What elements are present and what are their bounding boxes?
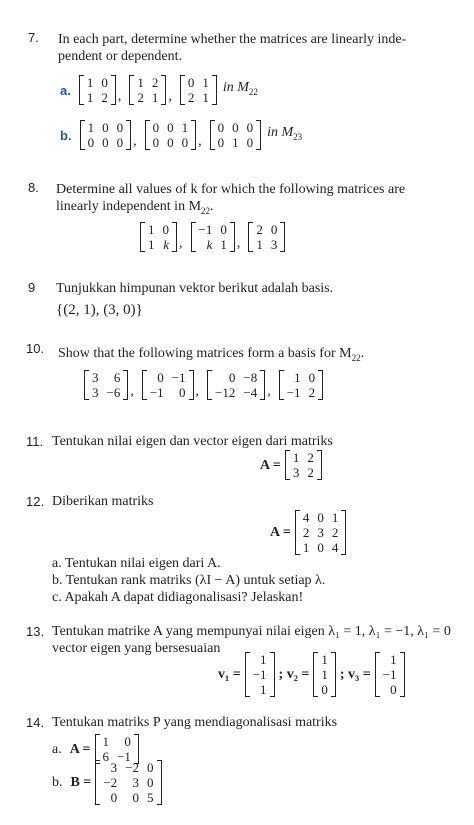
matrix-entry: 1 xyxy=(137,75,144,90)
matrix-entries xyxy=(212,370,260,400)
matrix-entry: 3 xyxy=(110,760,118,775)
right-bracket xyxy=(161,75,166,105)
matrix-entry: −1 xyxy=(252,667,267,682)
right-bracket xyxy=(341,510,346,555)
q12-lhs: A = xyxy=(270,525,291,540)
matrix-entry: 3 xyxy=(292,465,300,480)
q7-line2: pendent or dependent. xyxy=(58,49,183,64)
matrix-entry: 1 xyxy=(292,450,300,465)
matrix-entries xyxy=(196,222,230,252)
v1-entries xyxy=(245,652,275,697)
matrix-entry: 2 xyxy=(101,90,108,105)
matrix-entry: 0 xyxy=(102,135,109,150)
q14b-lhs: B = xyxy=(70,775,92,790)
right-bracket xyxy=(111,75,116,105)
matrix-entry: 2 xyxy=(302,525,310,540)
q14a-lhs: A = xyxy=(69,741,91,757)
matrix-entry: 0 xyxy=(217,135,225,150)
right-bracket xyxy=(318,370,323,400)
q13-v3-vector xyxy=(375,652,405,697)
q12-matrix-A xyxy=(295,510,347,555)
matrix-entry: 1 xyxy=(321,667,328,682)
q7b-matrix-2 xyxy=(145,120,197,150)
q7-number: 7. xyxy=(28,30,39,45)
matrix-entries xyxy=(300,510,342,555)
matrix-entry: 1 xyxy=(148,237,155,252)
q7b-row xyxy=(60,120,302,150)
matrix-entry: 1 xyxy=(87,120,95,135)
right-bracket xyxy=(317,450,322,480)
matrix-entries xyxy=(84,75,111,105)
matrix-entry: 1 xyxy=(181,120,189,135)
matrix-entry: −1 xyxy=(117,749,131,764)
matrix-entry: −6 xyxy=(106,385,121,400)
right-bracket xyxy=(191,120,196,150)
matrix-entry: 2 xyxy=(187,90,195,105)
q14b-row xyxy=(52,760,162,805)
q12-item-c: c. Apakah A dapat didiagonalisasi? Jelaskan! xyxy=(52,590,304,605)
q13-v2-label: ; v₂ = xyxy=(278,667,310,682)
q13-v1-label: v₁ = xyxy=(218,667,241,682)
matrix-entry: 0 xyxy=(110,790,118,805)
matrix-entry: 1 xyxy=(151,90,159,105)
right-bracket xyxy=(123,370,128,400)
comma: , xyxy=(133,134,137,149)
q7a-matrix-3 xyxy=(180,75,217,105)
comma: , xyxy=(198,134,202,149)
matrix-entry: 1 xyxy=(260,682,267,697)
matrix-entries xyxy=(147,370,189,400)
matrix-entry: 0 xyxy=(87,135,95,150)
q11-lhs: A = xyxy=(260,457,281,473)
q12-matrix-eq xyxy=(270,510,346,555)
right-bracket xyxy=(230,222,235,252)
comma: , xyxy=(168,89,172,104)
matrix-entries xyxy=(100,760,156,805)
q13-v1-vector xyxy=(245,652,275,697)
matrix-entry: 0 xyxy=(162,222,169,237)
matrix-entry: 1 xyxy=(294,370,301,385)
matrix-entries xyxy=(185,75,212,105)
matrix-entry: 1 xyxy=(86,75,94,90)
q7a-label: a. xyxy=(60,82,71,98)
q14-statement: Tentukan matriks P yang mendiagonalisasi matriks xyxy=(52,715,338,730)
q10-matrices xyxy=(84,370,323,400)
q11-statement: Tentukan nilai eigen dan vector eigen dari matriks xyxy=(52,434,333,449)
matrix-entry: 1 xyxy=(202,90,209,105)
matrix-entry: 1 xyxy=(256,237,263,252)
matrix-entry: 0 xyxy=(308,370,316,385)
matrix-entry: 1 xyxy=(321,652,328,667)
q8-line1: Determine all values of k for which the following matrices are xyxy=(56,182,406,197)
right-bracket xyxy=(270,652,275,697)
right-bracket xyxy=(157,760,162,805)
q13-line1: Tentukan matrike A yang mempunyai nilai eigen λ₁ = 1, λ₁ = −1, λ₁ = 0 xyxy=(52,624,451,639)
matrix-entry: 0 xyxy=(124,734,131,749)
matrix-entry: 2 xyxy=(151,75,159,90)
right-bracket xyxy=(172,222,177,252)
matrix-entry: 0 xyxy=(270,222,278,237)
matrix-entry: 1 xyxy=(202,75,209,90)
matrix-entry: 0 xyxy=(317,540,324,555)
q12-number: 12. xyxy=(26,494,45,509)
q12-sub-items xyxy=(52,555,325,606)
matrix-entry: 2 xyxy=(307,450,314,465)
comma: , xyxy=(195,384,200,399)
matrix-entry: −1 xyxy=(382,667,397,682)
matrix-entry: −4 xyxy=(243,385,258,400)
matrix-entry: 0 xyxy=(102,120,109,135)
q7a-space: in $M_{22}$ xyxy=(222,80,258,97)
matrix-entries xyxy=(89,370,123,400)
q13-number: 13. xyxy=(26,624,45,639)
q13-v3-label: ; v₃ = xyxy=(339,667,371,682)
q7-line1: In each part, determine whether the matrices are linearly inde- xyxy=(58,32,407,47)
q10-number: 10. xyxy=(26,341,45,356)
matrix-entry: 2 xyxy=(331,525,339,540)
matrix-entry: 6 xyxy=(113,370,121,385)
matrix-entries xyxy=(215,120,257,150)
matrix-entry: −1 xyxy=(286,385,301,400)
matrix-entry: 0 xyxy=(101,75,108,90)
matrix-entries xyxy=(380,652,400,697)
matrix-entry: 5 xyxy=(147,790,154,805)
q9-statement: Tunjukkan himpunan vektor berikut adalah basis. xyxy=(56,281,334,296)
q10-matrix-2 xyxy=(142,370,194,400)
q9-number: 9 xyxy=(28,280,36,295)
q13-v2-vector xyxy=(313,652,336,697)
q7b-space: in $M_{23}$ xyxy=(267,125,303,142)
matrix-entry: k xyxy=(163,237,169,252)
matrix-entry: 2 xyxy=(307,465,314,480)
matrix-entries xyxy=(318,652,331,697)
q13-vectors xyxy=(218,652,405,697)
matrix-entry: −12 xyxy=(215,385,236,400)
q14b-label: b. xyxy=(52,775,63,790)
q10-statement: Show that the following matrices form a basis for $M_{22}$. xyxy=(58,346,365,363)
matrix-entries xyxy=(145,222,172,252)
q10-matrix-1 xyxy=(84,370,128,400)
matrix-entry: 0 xyxy=(246,120,254,135)
matrix-entry: 3 xyxy=(92,385,99,400)
matrix-entry: 0 xyxy=(220,222,227,237)
right-bracket xyxy=(189,370,194,400)
q11-number: 11. xyxy=(26,434,44,449)
matrix-entry: 3 xyxy=(317,525,324,540)
right-bracket xyxy=(280,222,285,252)
q14b-matrix xyxy=(95,760,161,805)
right-bracket xyxy=(126,120,131,150)
comma: , xyxy=(267,384,271,399)
right-bracket xyxy=(212,75,217,105)
comma: , xyxy=(130,384,134,399)
matrix-entry: 4 xyxy=(302,510,310,525)
right-bracket xyxy=(400,652,405,697)
matrix-entry: 2 xyxy=(256,222,263,237)
q8-matrix-1 xyxy=(140,222,177,252)
q11-matrix xyxy=(285,450,322,480)
matrix-entry: −2 xyxy=(125,760,140,775)
matrix-entry: −1 xyxy=(171,370,186,385)
matrix-entry: 3 xyxy=(92,370,99,385)
comma: , xyxy=(179,236,183,251)
matrix-entry: k xyxy=(206,237,213,252)
q7b-matrix-1 xyxy=(80,120,132,150)
matrix-entry: 2 xyxy=(308,385,316,400)
q8-matrices xyxy=(140,222,285,252)
matrix-entry: 0 xyxy=(147,775,154,790)
q7-statement xyxy=(58,31,468,65)
matrix-entry: −1 xyxy=(198,222,213,237)
matrix-entry: 1 xyxy=(260,652,267,667)
matrix-entry: 0 xyxy=(147,760,154,775)
q11-matrix-A xyxy=(285,450,322,480)
matrix-entry: 1 xyxy=(302,540,310,555)
matrix-entry: 6 xyxy=(102,749,110,764)
matrix-entry: 0 xyxy=(167,120,174,135)
matrix-entry: 2 xyxy=(137,90,144,105)
matrix-entries xyxy=(290,450,317,480)
q8-matrix-2 xyxy=(191,222,235,252)
q7a-row xyxy=(60,75,258,105)
right-bracket xyxy=(260,370,265,400)
matrix-entry: 0 xyxy=(157,370,164,385)
matrix-entry: 0 xyxy=(187,75,195,90)
q14-matrix-B xyxy=(95,760,161,805)
matrix-entry: 4 xyxy=(331,540,339,555)
matrix-entry: 3 xyxy=(270,237,278,252)
matrix-entry: 3 xyxy=(132,775,140,790)
q7a-matrix-2 xyxy=(129,75,166,105)
q7a-matrix-1 xyxy=(79,75,116,105)
matrix-entry: 1 xyxy=(390,652,397,667)
q7a-matrices xyxy=(79,75,217,105)
q11-matrix-eq xyxy=(260,450,322,480)
q14-number: 14. xyxy=(26,715,45,730)
q12-matrix xyxy=(295,510,347,555)
q7b-label: b. xyxy=(60,127,72,143)
matrix-entry: 0 xyxy=(217,120,225,135)
matrix-entry: 0 xyxy=(246,135,254,150)
matrix-entry: 1 xyxy=(102,734,110,749)
q12-item-b: b. Tentukan rank matriks (λI − A) untuk setiap λ. xyxy=(52,573,326,588)
matrix-entry: 0 xyxy=(181,135,189,150)
matrix-entry: 0 xyxy=(317,510,324,525)
q8-statement xyxy=(56,181,470,220)
matrix-entries xyxy=(134,75,161,105)
matrix-entry: 0 xyxy=(152,120,160,135)
q8-matrix-3 xyxy=(248,222,285,252)
q7b-matrix-3 xyxy=(210,120,262,150)
q8-number: 8. xyxy=(28,180,39,195)
q10-matrix-4 xyxy=(279,370,323,400)
q7b-matrices xyxy=(80,120,262,150)
matrix-entries xyxy=(85,120,127,150)
q8-line2: linearly independent in $M_{22}$. xyxy=(56,199,214,216)
v3-entries xyxy=(375,652,405,697)
matrix-entry: 0 xyxy=(390,682,397,697)
q9-vector-set: {(2, 1), (3, 0)} xyxy=(56,302,143,318)
matrix-entry: 1 xyxy=(232,135,239,150)
right-bracket xyxy=(256,120,261,150)
matrix-entry: 0 xyxy=(152,135,160,150)
matrix-entry: −8 xyxy=(243,370,258,385)
matrix-entries xyxy=(253,222,280,252)
q10-matrix-3 xyxy=(207,370,265,400)
matrix-entry: 0 xyxy=(167,135,174,150)
matrix-entry: 0 xyxy=(116,120,124,135)
matrix-entry: 0 xyxy=(228,370,236,385)
q14a-label: a. xyxy=(52,741,62,757)
matrix-entry: 0 xyxy=(179,385,186,400)
comma: , xyxy=(117,89,122,104)
q12-item-a: a. Tentukan nilai eigen dari A. xyxy=(52,556,221,571)
matrix-entry: 0 xyxy=(132,790,140,805)
matrix-entry: 1 xyxy=(331,510,339,525)
matrix-entry: 0 xyxy=(232,120,239,135)
right-bracket xyxy=(331,652,336,697)
comma: , xyxy=(236,236,241,251)
matrix-entry: 0 xyxy=(116,135,124,150)
matrix-entry: 1 xyxy=(220,237,227,252)
matrix-entries xyxy=(250,652,270,697)
matrix-entry: 1 xyxy=(86,90,94,105)
q13-line2: vector eigen yang bersesuaian xyxy=(52,641,221,656)
matrix-entry: −1 xyxy=(149,385,164,400)
matrix-entry: 0 xyxy=(321,682,328,697)
matrix-entries xyxy=(284,370,318,400)
matrix-entry: 1 xyxy=(148,222,155,237)
matrix-entries xyxy=(150,120,192,150)
matrix-entry: −2 xyxy=(103,775,118,790)
v2-entries xyxy=(313,652,336,697)
q12-statement: Diberikan matriks xyxy=(52,494,154,509)
